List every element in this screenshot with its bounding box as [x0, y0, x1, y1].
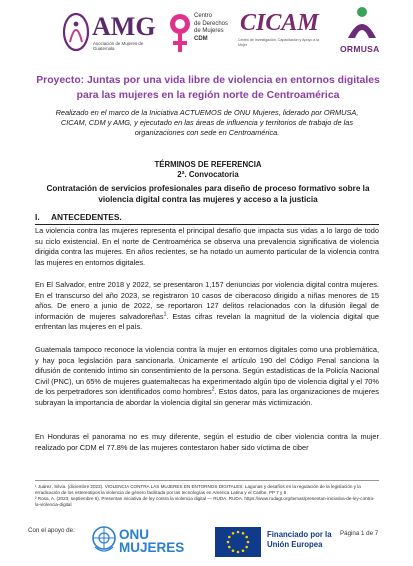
paragraph-3-text-a: Guatemala tampoco reconoce la violencia contra la mujer en entornos digitales como una problemática, y hay poca legislación para sancionarla. Únicamente el artículo 190 del Código Penal sanciona la difusión de contenido íntimo sin consentimiento de la persona. Según estadísticas de la Policía Nacional Civil (PNC), un 65% de mujeres guatemaltecas ha experimentado algún tipo de violencia digital y el 70% de los perpetradores son identificados como hombres [35, 345, 379, 397]
un-women-wordmark: ONU MUJERES [119, 527, 185, 555]
footnote-ref-2[interactable]: 2 [211, 386, 215, 393]
project-title: Proyecto: Juntas por una vida libre de violencia en entornos digitales para las mujeres en la región norte de Centroamérica [36, 75, 380, 101]
cicam-logo [238, 10, 326, 56]
cdm-line1: Centro [194, 13, 213, 19]
ormusa-emblem-icon [345, 4, 379, 40]
ormusa-wordmark: ORMUSA [340, 44, 380, 54]
support-label: Con el apoyo de: [28, 527, 75, 534]
cdm-abbr: CDM [194, 35, 208, 42]
cdm-line2: de Derechos [194, 20, 229, 27]
amg-logo [62, 8, 154, 54]
ormusa-logo [334, 4, 392, 66]
footnote-2: ² Rosa, A. (2023, septiembre 6). Presentan iniciativa de ley contra la violencia digital — RUDA. RUDA. https://www.rudagt.org/temas/presentan-iniciativa-de-ley-contra-la-violencia-digital [35, 496, 375, 507]
amg-emblem-icon [62, 12, 90, 52]
footnote-ref-1[interactable]: 1 [163, 311, 167, 318]
paragraph-1: La violencia contra las mujeres representa el principal desafío que impacta sus vidas a lo largo de todo su ciclo existencial. En el norte de Centroamérica se observa una prevalencia significativa de violencia dirigida contra las mujeres. En años recientes, se ha notado un aumento particular de la violencia contra las mujeres en entornos digitales. [35, 226, 379, 267]
eu-logo [215, 527, 335, 559]
paragraph-2 [35, 280, 379, 333]
amg-wordmark: AMG [92, 12, 156, 41]
paragraph-3-text-b: . Estos datos, para las organizaciones de mujeres subrayan la importancia de abordar la violencia digital sin generar más victimización. [35, 387, 379, 407]
tor-title: TÉRMINOS DE REFERENCIA [154, 160, 262, 169]
paragraph-4: En Honduras el panorama no es muy diferente, según el estudio de ciber violencia contra la mujer realizado por CDM el 77.8% de las mujeres contestaron haber sido víctima de ciber [35, 432, 379, 452]
page-number: Página 1 de 7 [340, 530, 379, 537]
cdm-line3: de Mujeres [194, 28, 224, 34]
section-number: I. [35, 212, 40, 222]
footnotes [35, 480, 379, 508]
paragraph-2-text-a: En El Salvador, entre 2018 y 2022, se presentaron 1,157 denuncias por violencia digital contra mujeres. En el transcurso del año 2023, se registraron 10 casos de ciberacoso dirigido a niñas menores de 15 años. De enero a junio de 2022, se reportaron 127 delitos relacionados con la difusión ilegal de información de mujeres salvadoreñas [35, 280, 379, 321]
cdm-venus-icon [168, 8, 192, 58]
convocatoria-label: 2ª. Convocatoria [177, 170, 239, 179]
eu-funding-text: Financiado por la Unión Europea [267, 530, 332, 549]
cicam-subtitle: Centro de Investigación, Capacitación y Apoyo a la Mujer [238, 38, 320, 47]
amg-subtitle: Asociación de Mujeres de Guatemala [93, 41, 144, 51]
footnote-1: ¹ Juárez, Silvia. (diciembre 2023). VIOLENCIA CONTRA LAS MUJERES EN ENTORNOS DIGITALES: Lagunas y desafíos en la regulación de la legislación y la erradicación de los estereotipos la violencia de género facilitada por las tecnologías en América Latina y el Caribe, PP 7 y 8 [35, 484, 361, 495]
intro-text: Realizado en el marco de la Iniciativa ACTUEMOS de ONU Mujeres, liderado por ORMUSA, CICAM, CDM y AMG, y ejecutado en las áreas de influencia y territorios de trabajo de las organizaciones con sede en Centroamérica. [55, 108, 359, 137]
paragraph-3 [35, 345, 379, 409]
header-logos [0, 0, 413, 74]
section-heading [35, 211, 379, 225]
un-women-logo [91, 524, 209, 558]
section-title: ANTECEDENTES. [51, 212, 122, 222]
contract-title: Contratación de servicios profesionales para diseño de proceso formativo sobre la violencia digital contra las mujeres y acceso a la justicia [46, 184, 370, 204]
paragraph-2-text-b: . Estas cifras revelan la magnitud de la violencia digital que enfrentan las mujeres en el país. [35, 311, 379, 332]
un-emblem-icon [91, 525, 117, 555]
cdm-logo [168, 8, 246, 58]
eu-flag-icon [215, 527, 261, 557]
cicam-wordmark: CICAM [240, 10, 319, 36]
